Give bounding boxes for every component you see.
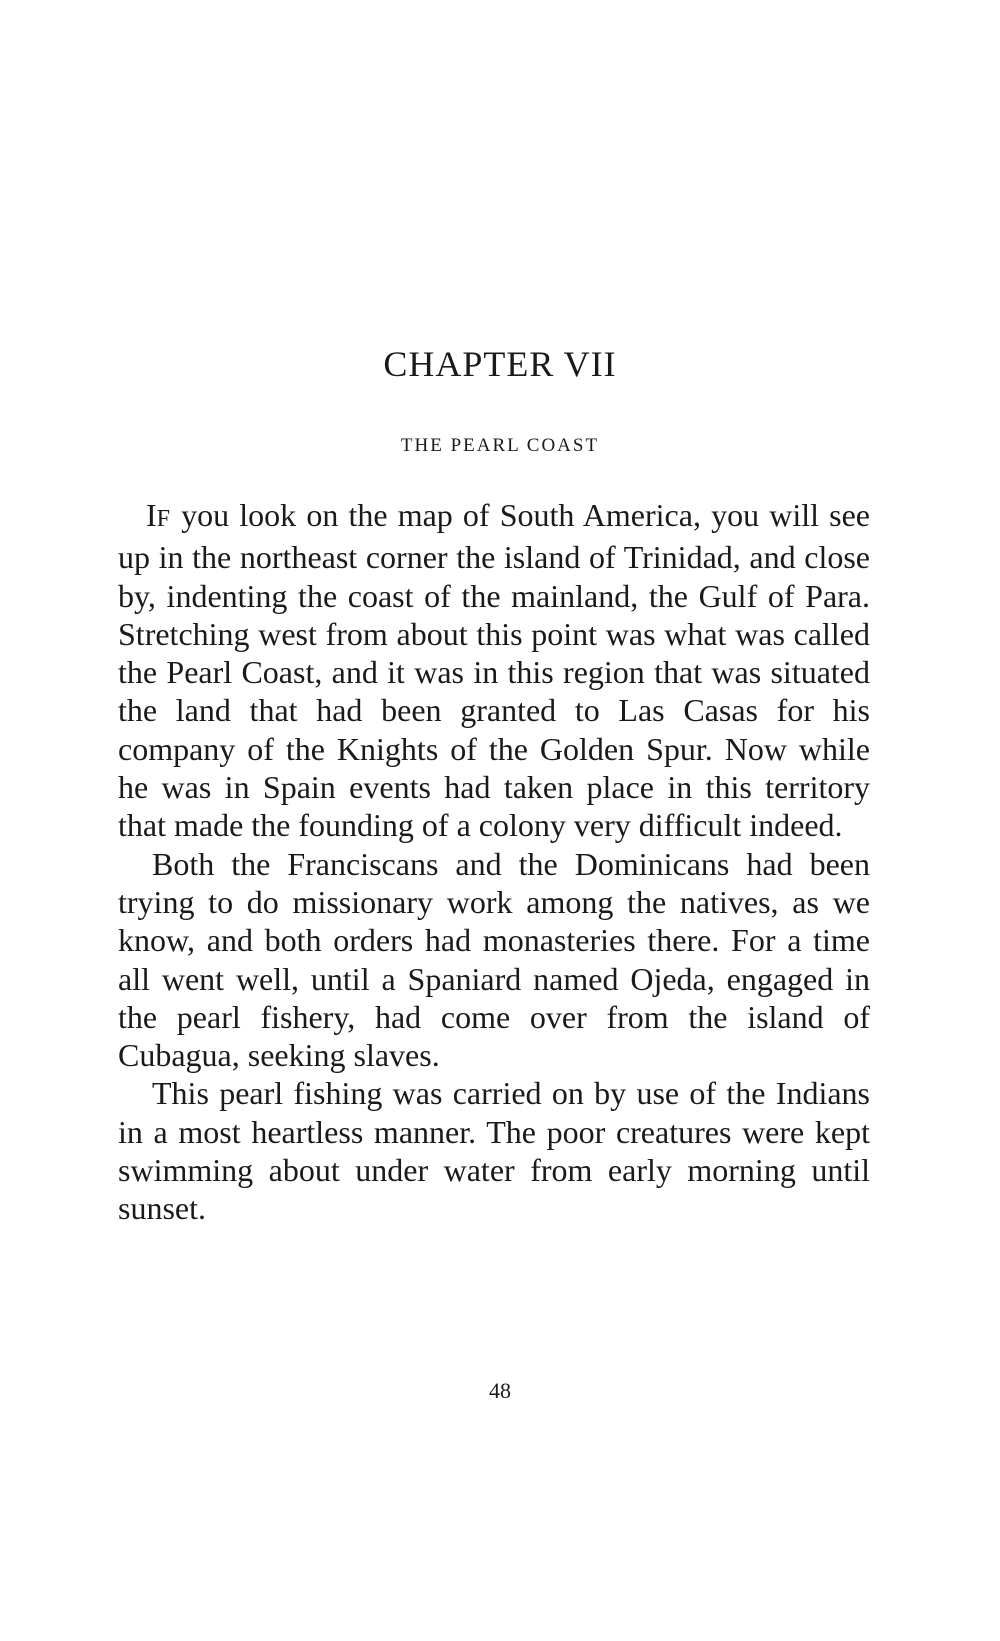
paragraph-1 bbox=[118, 496, 870, 845]
paragraph-1-text: you look on the map of South America, you will see up in the northeast corner the island of Trinidad, and close by, indenting the coast of the mainland, the Gulf of Para. Stretching west from about this point was what was called the Pearl Coast, and it was in this region that was situated the land that had been granted to Las Casas for his company of the Knights of the Golden Spur. Now while he was in Spain events had taken place in this territory that made the founding of a colony very difficult indeed. bbox=[118, 497, 870, 844]
paragraph-2: Both the Franciscans and the Dominicans had been trying to do missionary work among the natives, as we know, and both orders had monasteries there. For a time all went well, until a Spaniard named Ojeda, engaged in the pearl fishery, had come over from the island of Cubagua, seeking slaves. bbox=[118, 845, 870, 1074]
page-number: 48 bbox=[489, 1378, 511, 1403]
body-text bbox=[118, 496, 870, 1228]
paragraph-3: This pearl fishing was carried on by use of the Indians in a most heartless manner. The poor creatures were kept swimming about under water from early morning until sunset. bbox=[118, 1075, 870, 1227]
chapter-title: CHAPTER VII bbox=[383, 344, 617, 384]
paragraph-1-opening: IF bbox=[146, 497, 172, 533]
chapter-subtitle: THE PEARL COAST bbox=[400, 435, 600, 456]
